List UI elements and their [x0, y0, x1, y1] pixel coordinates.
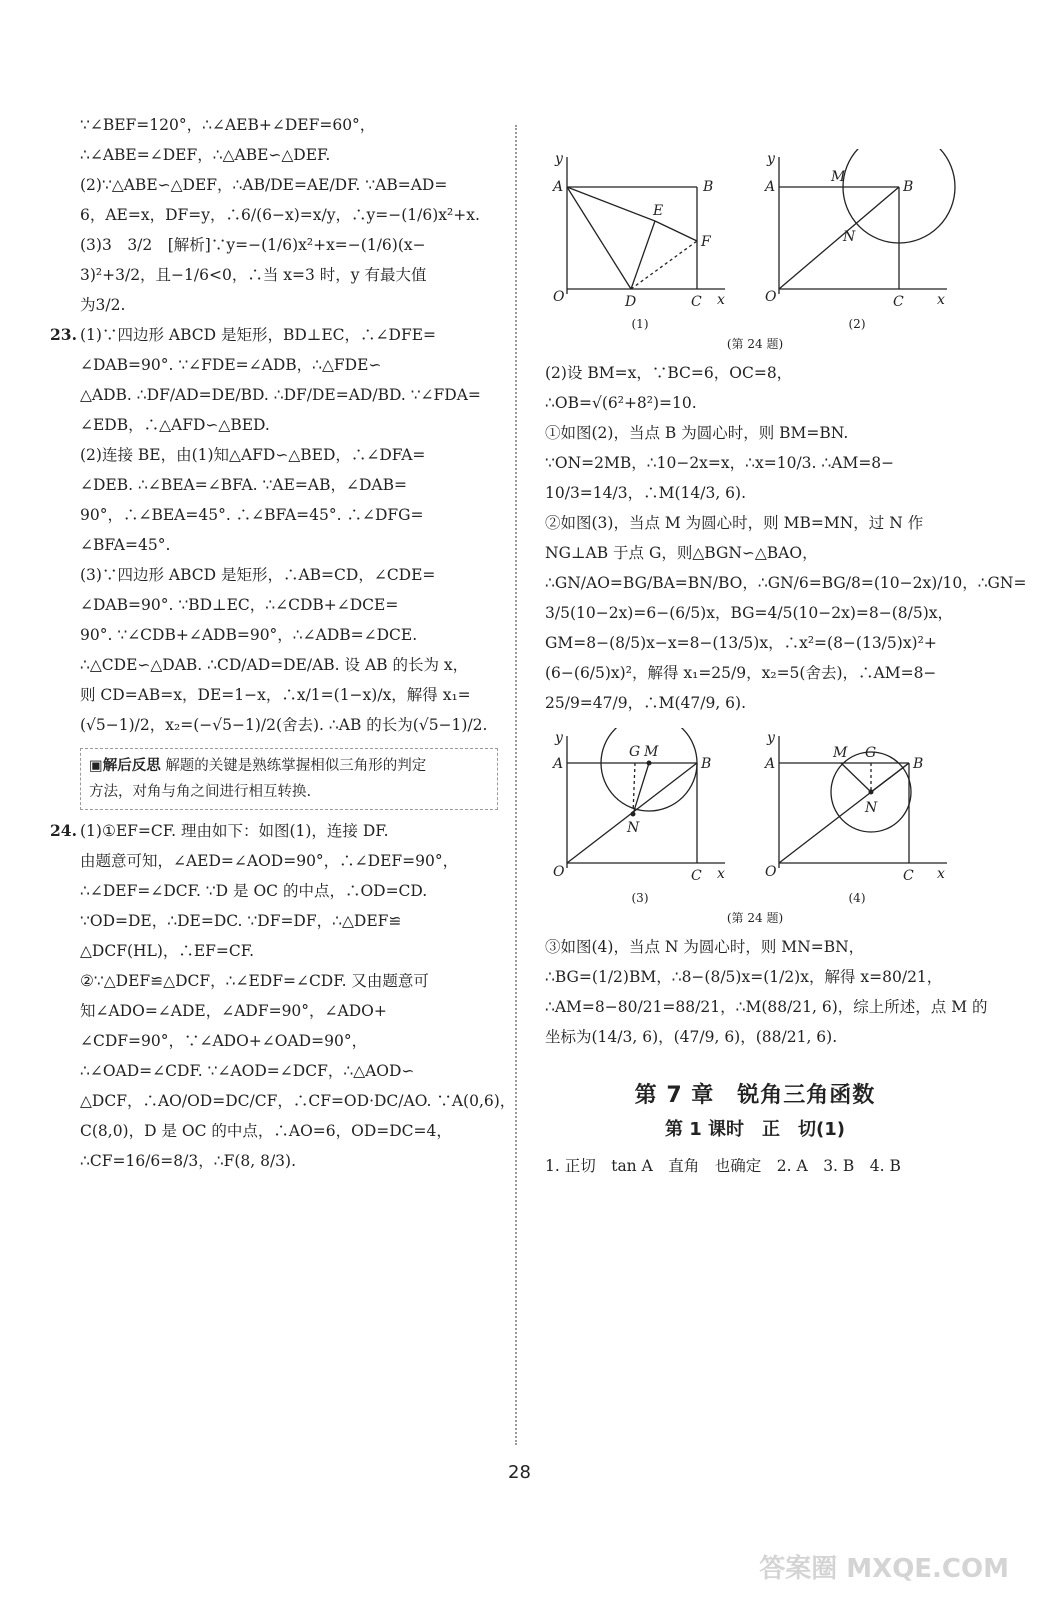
text-line: (1)①EF=CF. 理由如下：如图(1)，连接 DF.: [80, 822, 389, 840]
figure-label: (4): [848, 891, 866, 905]
reflection-title: ▣解后反思: [89, 758, 161, 774]
figure-label: (1): [631, 317, 649, 331]
point-label-N: N: [865, 800, 878, 816]
text-line: ①如图(2)，当点 B 为圆心时，则 BM=BN.: [545, 424, 849, 442]
point-label-B: B: [701, 756, 712, 772]
point-label-C: C: [903, 868, 914, 884]
chapter-title: 第 7 章 锐角三角函数: [634, 1083, 876, 1108]
text-line: ∠BFA=45°.: [80, 536, 171, 554]
text-line: 由题意可知，∠AED=∠AOD=90°，∴∠DEF=90°，: [80, 852, 459, 870]
point-label-A: A: [553, 756, 564, 772]
text-line: △DCF(HL)，∴EF=CF.: [80, 942, 255, 960]
text-line: ∠CDF=90°，∵∠ADO+∠OAD=90°，: [80, 1032, 368, 1050]
geometry-figure-1: [545, 149, 735, 314]
text-line: (√5−1)/2，x₂=(−√5−1)/2(舍去). ∴AB 的长为(√5−1)/2.: [80, 716, 488, 734]
axis-label-x: x: [937, 866, 945, 882]
figure-caption: (第 24 题): [726, 337, 784, 351]
text-line: ∴∠ABE=∠DEF，∴△ABE∽△DEF.: [80, 146, 331, 164]
point-label-O: O: [765, 864, 777, 880]
figure-2: [757, 149, 957, 331]
text-line: (2)∵△ABE∽△DEF，∴AB/DE=AE/DF. ∵AB=AD=: [80, 176, 448, 194]
figure-1: [545, 149, 735, 331]
text-line: C(8,0)，D 是 OC 的中点，∴AO=6，OD=DC=4，: [80, 1122, 452, 1140]
text-line: 3/5(10−2x)=6−(6/5)x，BG=4/5(10−2x)=8−(8/5)x，: [545, 604, 953, 622]
text-line: ∴GN/AO=BG/BA=BN/BO，∴GN/6=BG/8=(10−2x)/10，∴GN=: [545, 574, 1027, 592]
text-line: ∴△CDE∽△DAB. ∴CD/AD=DE/AB. 设 AB 的长为 x，: [80, 656, 469, 674]
text-line: ∴AM=8−80/21=88/21，∴M(88/21, 6)，综上所述，点 M 的: [545, 998, 988, 1016]
reflection-box: [80, 748, 498, 810]
point-label-O: O: [765, 289, 777, 305]
axis-label-x: x: [717, 292, 725, 308]
text-line: ∴∠OAD=∠CDF. ∵∠AOD=∠DCF，∴△AOD∽: [80, 1062, 415, 1080]
axis-label-y: y: [555, 151, 563, 167]
point-label-E: E: [653, 203, 664, 219]
axis-label-y: y: [555, 730, 563, 746]
text-line: ②∵△DEF≌△DCF，∴∠EDF=∠CDF. 又由题意可: [80, 972, 429, 990]
page-number: 28: [508, 1462, 531, 1483]
point-label-M: M: [831, 169, 846, 185]
left-column: [50, 110, 516, 1176]
text-line: ∠DAB=90°. ∵∠FDE=∠ADB，∴△FDE∽: [80, 356, 382, 374]
text-line: 解题的关键是熟练掌握相似三角形的判定: [165, 758, 427, 774]
text-line: 则 CD=AB=x，DE=1−x，∴x/1=(1−x)/x，解得 x₁=: [80, 686, 471, 704]
text-line: (2)连接 BE，由(1)知△AFD∽△BED，∴∠DFA=: [80, 446, 426, 464]
text-line: GM=8−(8/5)x−x=8−(13/5)x，∴x²=(8−(13/5)x)²+: [545, 634, 937, 652]
geometry-figure-2: [757, 149, 957, 314]
text-line: ∵∠BEF=120°，∴∠AEB+∠DEF=60°，: [80, 116, 376, 134]
figure-4: [757, 728, 957, 905]
question-number: 23.: [50, 325, 77, 344]
text-line: ∴∠DEF=∠DCF. ∵D 是 OC 的中点，∴OD=CD.: [80, 882, 428, 900]
text-line: ∠DEB. ∴∠BEA=∠BFA. ∵AE=AB，∠DAB=: [80, 476, 407, 494]
figure-label: (3): [631, 891, 649, 905]
text-line: ②如图(3)，当点 M 为圆心时，则 MB=MN，过 N 作: [545, 514, 924, 532]
point-label-G: G: [629, 744, 641, 760]
text-line: 知∠ADO=∠ADE，∠ADF=90°，∠ADO+: [80, 1002, 387, 1020]
point-label-C: C: [691, 294, 702, 310]
point-label-A: A: [553, 179, 564, 195]
figure-3: [545, 728, 735, 905]
point-label-C: C: [893, 294, 904, 310]
text-line: (2)设 BM=x，∵BC=6，OC=8，: [545, 364, 793, 382]
geometry-figure-4: [757, 728, 957, 888]
text-line: △ADB. ∴DF/AD=DE/BD. ∴DF/DE=AD/BD. ∵∠FDA=: [80, 386, 481, 404]
text-line: ∵ON=2MB，∴10−2x=x，∴x=10/3. ∴AM=8−: [545, 454, 895, 472]
point-label-C: C: [691, 868, 702, 884]
point-label-A: A: [765, 179, 776, 195]
text-line: 90°，∴∠BEA=45°. ∴∠BFA=45°. ∴∠DFG=: [80, 506, 424, 524]
text-line: 3)²+3/2，且−1/6<0，∴当 x=3 时，y 有最大值: [80, 266, 427, 284]
point-label-M: M: [644, 744, 659, 760]
figure-row-bottom: [545, 728, 965, 905]
point-label-A: A: [765, 756, 776, 772]
axis-label-y: y: [767, 730, 775, 746]
text-line: △DCF，∴AO/OD=DC/CF，∴CF=OD·DC/AO. ∵A(0,6)，: [80, 1092, 516, 1110]
point-label-D: D: [625, 294, 637, 310]
answer-line: 1. 正切 tan A 直角 也确定 2. A 3. B 4. B: [545, 1157, 901, 1175]
right-column: [545, 145, 1027, 1181]
point-label-B: B: [913, 756, 924, 772]
figure-label: (2): [848, 317, 866, 331]
axis-label-x: x: [717, 866, 725, 882]
text-line: ∴CF=16/6=8/3，∴F(8, 8/3).: [80, 1152, 297, 1170]
text-line: ③如图(4)，当点 N 为圆心时，则 MN=BN，: [545, 938, 865, 956]
watermark-logo: 答案圈 MXQE.COM: [759, 1554, 1009, 1584]
text-line: 10/3=14/3，∴M(14/3, 6).: [545, 484, 747, 502]
figure-row-top: [545, 149, 965, 331]
geometry-figure-3: [545, 728, 735, 888]
text-line: 方法，对角与角之间进行相互转换.: [89, 784, 312, 800]
point-label-M: M: [833, 745, 848, 761]
text-line: (3)∵四边形 ABCD 是矩形，∴AB=CD，∠CDE=: [80, 566, 436, 584]
text-line: 6，AE=x，DF=y，∴6/(6−x)=x/y，∴y=−(1/6)x²+x.: [80, 206, 480, 224]
point-label-F: F: [701, 234, 711, 250]
figure-caption: (第 24 题): [726, 911, 784, 925]
text-line: 25/9=47/9，∴M(47/9, 6).: [545, 694, 747, 712]
text-line: ∴OB=√(6²+8²)=10.: [545, 394, 697, 412]
axis-label-y: y: [767, 151, 775, 167]
text-line: (6−(6/5)x)²，解得 x₁=25/9，x₂=5(舍去)，∴AM=8−: [545, 664, 937, 682]
text-line: 为3/2.: [80, 296, 126, 314]
point-label-B: B: [903, 179, 914, 195]
point-label-O: O: [553, 289, 565, 305]
point-label-G: G: [865, 745, 877, 761]
text-line: ∠EDB，∴△AFD∽△BED.: [80, 416, 270, 434]
text-line: ∠DAB=90°. ∵BD⊥EC，∴∠CDB+∠DCE=: [80, 596, 399, 614]
lesson-title: 第 1 课时 正 切(1): [664, 1119, 846, 1140]
point-label-O: O: [553, 864, 565, 880]
question-number: 24.: [50, 821, 77, 840]
text-line: NG⊥AB 于点 G，则△BGN∽△BAO，: [545, 544, 818, 562]
point-label-N: N: [627, 820, 640, 836]
text-line: 坐标为(14/3, 6)，(47/9, 6)，(88/21, 6).: [545, 1028, 838, 1046]
point-label-N: N: [843, 229, 856, 245]
q23-first-line: [50, 320, 498, 350]
text-line: (3)3 3/2 [解析]∵y=−(1/6)x²+x=−(1/6)(x−: [80, 236, 426, 254]
text-line: 90°. ∵∠CDB+∠ADB=90°，∴∠ADB=∠DCE.: [80, 626, 418, 644]
column-divider: [515, 125, 517, 1445]
text-line: ∴BG=(1/2)BM，∴8−(8/5)x=(1/2)x，解得 x=80/21，: [545, 968, 943, 986]
text-line: (1)∵四边形 ABCD 是矩形，BD⊥EC，∴∠DFE=: [80, 326, 437, 344]
point-label-B: B: [703, 179, 714, 195]
text-line: ∵OD=DE，∴DE=DC. ∵DF=DF，∴△DEF≌: [80, 912, 402, 930]
q24-first-line: [50, 816, 498, 846]
axis-label-x: x: [937, 292, 945, 308]
